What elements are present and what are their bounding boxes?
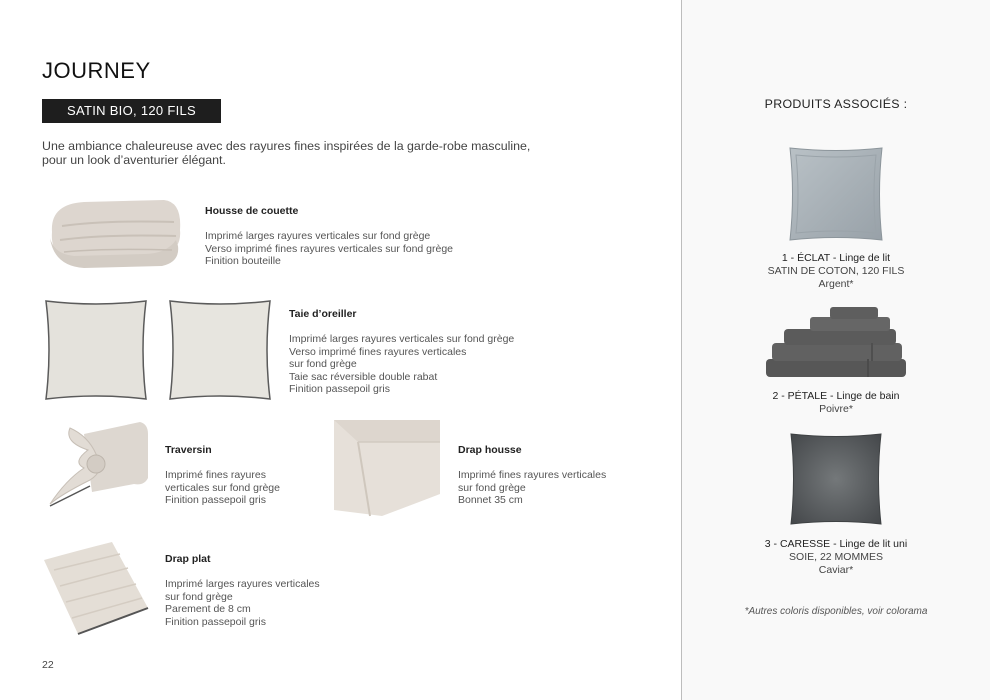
petale-towels-image <box>764 305 910 381</box>
intro-line: Une ambiance chaleureuse avec des rayures fines inspirées de la garde-robe masculine, <box>42 139 531 153</box>
product-description <box>458 469 606 507</box>
product-name: Taie d’oreiller <box>289 308 357 320</box>
related-item-caption <box>682 538 990 577</box>
duvet-cover-image <box>44 196 184 272</box>
product-line: Verso imprimé fines rayures verticales <box>289 345 467 358</box>
product-line: sur fond grège <box>165 590 233 603</box>
product-line: Imprimé larges rayures verticales sur fond grège <box>289 333 515 345</box>
intro-line: pour un look d’aventurier élégant. <box>42 153 226 167</box>
product-line: Imprimé larges rayures verticales <box>165 578 320 590</box>
product-line: Bonnet 35 cm <box>458 494 523 507</box>
collection-title: JOURNEY <box>42 58 151 83</box>
fabric-badge: SATIN BIO, 120 FILS <box>42 99 221 123</box>
intro-text <box>42 139 542 167</box>
related-item-title: 1 - ÉCLAT - Linge de lit <box>781 252 891 264</box>
related-heading: PRODUITS ASSOCIÉS : <box>764 97 908 111</box>
eclat-pillow-image <box>786 145 886 243</box>
related-item-line: Argent* <box>818 278 854 290</box>
product-name: Drap housse <box>458 444 522 456</box>
related-products-panel <box>682 0 990 700</box>
related-item-caption <box>682 390 990 416</box>
product-line: Imprimé larges rayures verticales sur fond grège <box>205 230 431 242</box>
product-description <box>165 469 280 507</box>
page-number: 22 <box>42 659 54 671</box>
product-line: Parement de 8 cm <box>165 603 251 616</box>
product-description <box>205 230 453 268</box>
flat-sheet-image <box>40 540 152 636</box>
fitted-sheet-image <box>334 420 442 522</box>
product-line: Verso imprimé fines rayures verticales sur fond grège <box>205 242 454 255</box>
product-line: Finition bouteille <box>205 255 281 268</box>
related-item-line: Poivre* <box>819 403 853 415</box>
related-item-line: SATIN DE COTON, 120 FILS <box>767 265 905 277</box>
related-item-line: SOIE, 22 MOMMES <box>789 551 883 563</box>
product-description <box>165 578 320 628</box>
related-item-caption <box>682 252 990 291</box>
related-item-line: Caviar* <box>818 564 854 576</box>
related-item-title: 2 - PÉTALE - Linge de bain <box>772 390 900 402</box>
pillowcase-front-image <box>42 297 150 403</box>
product-line: sur fond grège <box>289 358 357 371</box>
product-name: Drap plat <box>165 553 211 565</box>
colors-note: *Autres coloris disponibles, voir colorama <box>744 606 928 617</box>
product-line: Finition passepoil gris <box>289 383 390 396</box>
product-line: Finition passepoil gris <box>165 494 266 507</box>
caresse-pillow-image <box>788 431 884 527</box>
product-line: verticales sur fond grège <box>165 481 280 494</box>
pillowcase-back-image <box>166 297 274 403</box>
product-line: Finition passepoil gris <box>165 615 266 628</box>
product-name: Traversin <box>165 444 212 456</box>
product-description <box>289 333 514 396</box>
product-line: Imprimé fines rayures <box>165 469 266 481</box>
related-item-title: 3 - CARESSE - Linge de lit uni <box>764 538 908 550</box>
product-line: Imprimé fines rayures verticales <box>458 469 607 481</box>
bolster-image <box>44 420 150 512</box>
product-line: Taie sac réversible double rabat <box>289 370 438 383</box>
product-name: Housse de couette <box>205 205 299 217</box>
product-line: sur fond grège <box>458 481 526 494</box>
